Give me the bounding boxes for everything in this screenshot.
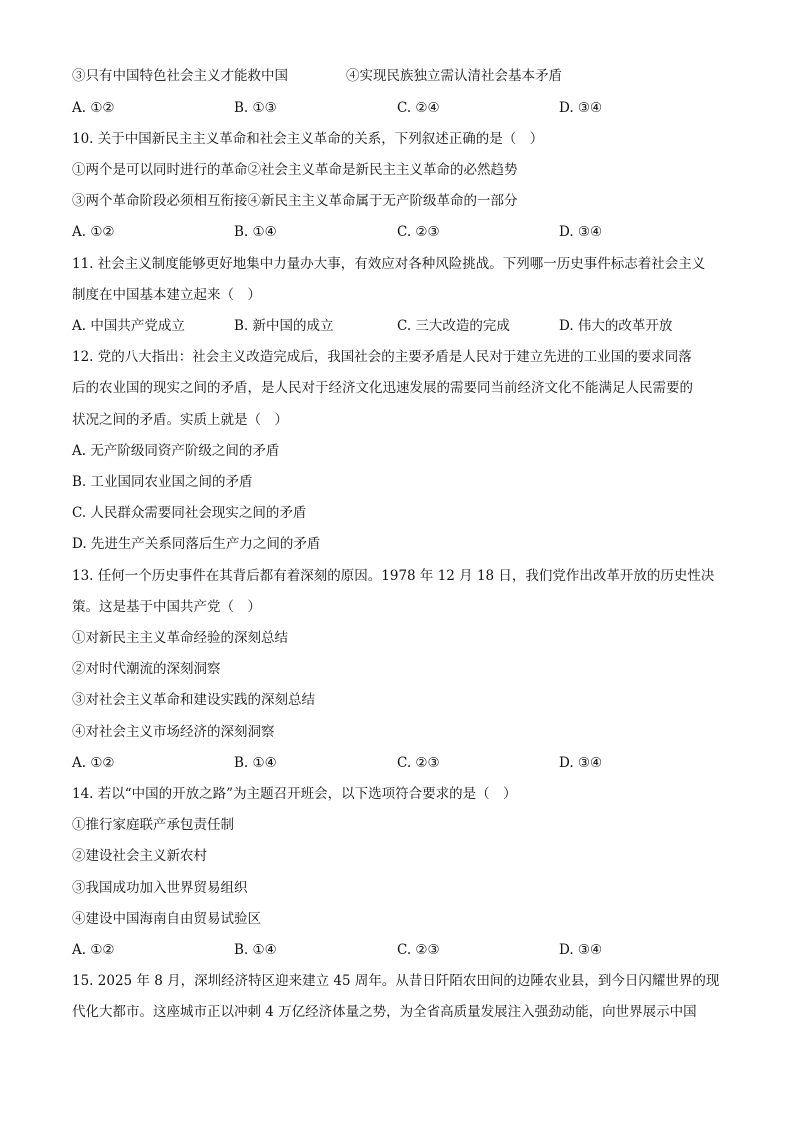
q10-option-b[interactable]: B. ①④ bbox=[234, 224, 277, 240]
q14-options bbox=[72, 940, 732, 960]
q10-stem: 10. 关于中国新民主主义革命和社会主义革命的关系，下列叙述正确的是（ ） bbox=[72, 131, 544, 147]
q9-option-a[interactable]: A. ①② bbox=[72, 100, 115, 116]
q13-option-b[interactable]: B. ①④ bbox=[234, 755, 277, 771]
q13-option-d[interactable]: D. ③④ bbox=[559, 755, 603, 771]
q10-items-line-2: ③两个革命阶段必须相互衔接④新民主主义革命属于无产阶级革命的一部分 bbox=[72, 193, 518, 209]
q10-options bbox=[72, 222, 732, 242]
q13-option-c[interactable]: C. ②③ bbox=[397, 755, 440, 771]
q12-option-b[interactable]: B. 工业国同农业国之间的矛盾 bbox=[72, 474, 253, 490]
q13-stem-line-2: 策。这是基于中国共产党（ ） bbox=[72, 599, 261, 615]
q13-item-4: ④对社会主义市场经济的深刻洞察 bbox=[72, 724, 275, 740]
q10-option-d[interactable]: D. ③④ bbox=[559, 224, 603, 240]
q9-option-b[interactable]: B. ①③ bbox=[234, 100, 277, 116]
q13-stem-line-1: 13. 任何一个历史事件在其背后都有着深刻的原因。1978 年 12 月 18 日，我们党作出改革开放的历史性决 bbox=[72, 568, 715, 584]
q14-item-1: ①推行家庭联产承包责任制 bbox=[72, 817, 234, 833]
q9-options bbox=[72, 98, 732, 118]
q13-options bbox=[72, 753, 732, 773]
q14-item-3: ③我国成功加入世界贸易组织 bbox=[72, 880, 248, 896]
q11-stem-line-1: 11. 社会主义制度能够更好地集中力量办大事，有效应对各种风险挑战。下列哪一历史事件标志着社会主义 bbox=[72, 256, 706, 272]
q13-item-1: ①对新民主主义革命经验的深刻总结 bbox=[72, 630, 288, 646]
q15-stem-line-2: 代化大都市。这座城市正以冲刺 4 万亿经济体量之势，为全省高质量发展注入强劲动能，向世界展示中国 bbox=[72, 1004, 697, 1020]
q12-stem-line-2: 后的农业国的现实之间的矛盾，是人民对于经济文化迅速发展的需要同当前经济文化不能满足人民需要的 bbox=[72, 380, 693, 396]
q11-options bbox=[72, 316, 732, 336]
q12-option-a[interactable]: A. 无产阶级同资产阶级之间的矛盾 bbox=[72, 443, 280, 459]
q14-item-2: ②建设社会主义新农村 bbox=[72, 848, 207, 864]
q10-option-c[interactable]: C. ②③ bbox=[397, 224, 440, 240]
q13-item-2: ②对时代潮流的深刻洞察 bbox=[72, 661, 221, 677]
q10-items-line-1: ①两个是可以同时进行的革命②社会主义革命是新民主主义革命的必然趋势 bbox=[72, 162, 518, 178]
q11-stem-line-2: 制度在中国基本建立起来（ ） bbox=[72, 287, 261, 303]
q9-item-4: ④实现民族独立需认清社会基本矛盾 bbox=[346, 68, 562, 84]
q13-item-3: ③对社会主义革命和建设实践的深刻总结 bbox=[72, 692, 315, 708]
q11-option-d[interactable]: D. 伟大的改革开放 bbox=[559, 318, 673, 334]
q15-stem-line-1: 15. 2025 年 8 月，深圳经济特区迎来建立 45 周年。从昔日阡陌农田间的边陲农业县，到今日闪耀世界的现 bbox=[72, 973, 720, 989]
q9-item-3: ③只有中国特色社会主义才能救中国 bbox=[72, 68, 288, 84]
q11-option-c[interactable]: C. 三大改造的完成 bbox=[397, 318, 510, 334]
q13-option-a[interactable]: A. ①② bbox=[72, 755, 115, 771]
q14-option-b[interactable]: B. ①④ bbox=[234, 942, 277, 958]
q14-option-c[interactable]: C. ②③ bbox=[397, 942, 440, 958]
q9-option-d[interactable]: D. ③④ bbox=[559, 100, 603, 116]
q12-option-d[interactable]: D. 先进生产关系同落后生产力之间的矛盾 bbox=[72, 536, 321, 552]
q12-stem-line-3: 状况之间的矛盾。实质上就是（ ） bbox=[72, 412, 288, 428]
q11-option-a[interactable]: A. 中国共产党成立 bbox=[72, 318, 185, 334]
q12-option-c[interactable]: C. 人民群众需要同社会现实之间的矛盾 bbox=[72, 505, 307, 521]
q14-option-a[interactable]: A. ①② bbox=[72, 942, 115, 958]
q14-option-d[interactable]: D. ③④ bbox=[559, 942, 603, 958]
q14-item-4: ④建设中国海南自由贸易试验区 bbox=[72, 911, 261, 927]
q9-option-c[interactable]: C. ②④ bbox=[397, 100, 440, 116]
q11-option-b[interactable]: B. 新中国的成立 bbox=[234, 318, 334, 334]
q14-stem: 14. 若以“中国的开放之路”为主题召开班会，以下选项符合要求的是（ ） bbox=[72, 786, 517, 802]
q12-stem-line-1: 12. 党的八大指出：社会主义改造完成后，我国社会的主要矛盾是人民对于建立先进的工业国的要求同落 bbox=[72, 349, 692, 365]
q10-option-a[interactable]: A. ①② bbox=[72, 224, 115, 240]
